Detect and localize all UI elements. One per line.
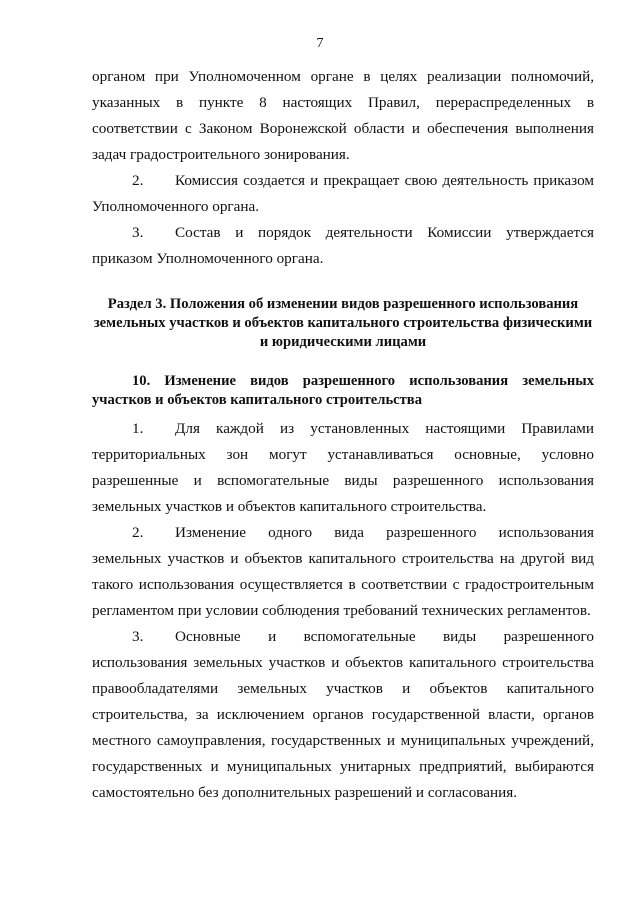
paragraph-text: органом при Уполномоченном органе в целях реализации полномочий, указанных в пункте 8 настоящих Правил, перераспределенных в соответствии с Законом Воронежской области и обеспечения выполнения задач градостроительного зонирования. (92, 68, 594, 163)
list-item (92, 220, 594, 272)
list-item (92, 624, 594, 806)
list-item (92, 520, 594, 624)
section-heading: Раздел 3. Положения об изменении видов разрешенного использования земельных участков и объектов капитального строительства физическими и юридическими лицами (93, 296, 593, 350)
item-number: 2. (132, 172, 144, 189)
item-number: 3. (132, 224, 144, 241)
item-number: 1. (132, 420, 144, 437)
item-text: Состав и порядок деятельности Комиссии утверждается приказом Уполномоченного органа. (92, 224, 594, 267)
item-number: 3. (132, 628, 144, 645)
list-item (92, 416, 594, 520)
article-heading: 10. Изменение видов разрешенного использования земельных участков и объектов капитального строительства (92, 373, 594, 408)
item-text: Для каждой из установленных настоящими Правилами территориальных зон могут устанавливаться основные, условно разрешенные и вспомогательные виды разрешенного использования земельных участков и объектов капитального строительства. (92, 420, 594, 515)
continued-paragraph (92, 64, 594, 168)
item-number: 2. (132, 524, 144, 541)
item-text: Изменение одного вида разрешенного использования земельных участков и объектов капитального строительства на другой вид такого использования осуществляется в соответствии с градостроительным регламентом при условии соблюдения требований технических регламентов. (92, 524, 594, 619)
document-body (92, 64, 594, 806)
item-text: Комиссия создается и прекращает свою деятельность приказом Уполномоченного органа. (92, 172, 594, 215)
list-item (92, 168, 594, 220)
page-number: 7 (316, 36, 324, 51)
item-text: Основные и вспомогательные виды разрешенного использования земельных участков и объектов капитального строительства правообладателями земельных участков и объектов капитального строительства, за исключением органов государственной власти, органов местного самоуправления, государственных и муниципальных учреждений, государственных и муниципальных унитарных предприятий, выбираются самостоятельно без дополнительных разрешений и согласования. (92, 628, 594, 801)
